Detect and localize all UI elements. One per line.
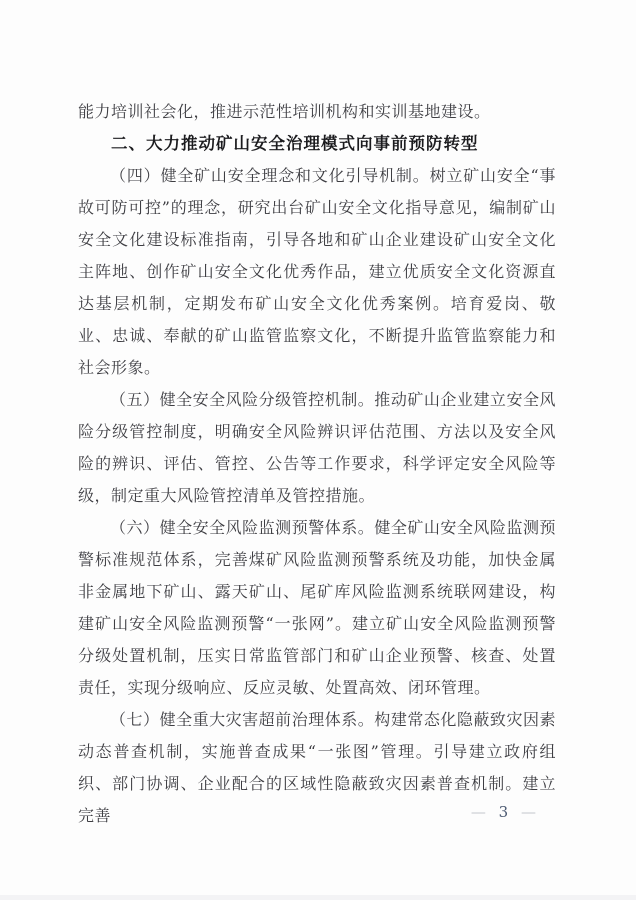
paragraph-item-7: （七）健全重大灾害超前治理体系。构建常态化隐蔽致灾因素动态普查机制，实施普查成果“一张图”管理。引导建立政府组织、部门协调、企业配合的区域性隐蔽致灾因素普查机制。建立完善	[78, 710, 556, 825]
page-number-dash-right: —	[521, 803, 536, 821]
page-number-dash-left: —	[470, 803, 486, 821]
page-number: 3	[498, 803, 509, 821]
document-body	[78, 96, 556, 832]
paragraph-continuation: 能力培训社会化，推进示范性培训机构和实训基地建设。	[78, 102, 491, 121]
paragraph-item-6: （六）健全安全风险监测预警体系。健全矿山安全风险监测预警标准规范体系，完善煤矿风险监测预警系统及功能，加快金属非金属地下矿山、露天矿山、尾矿库风险监测系统联网建设，构建矿山安全风险监测预警“一张网”。建立矿山安全风险监测预警分级处置机制，压实日常监管部门和矿山企业预警、核查、处置责任，实现分级响应、反应灵敏、处置高效、闭环管理。	[78, 518, 556, 697]
page-bottom-edge	[0, 895, 636, 900]
page-footer	[471, 802, 536, 822]
paragraph-item-5: （五）健全安全风险分级管控机制。推动矿山企业建立安全风险分级管控制度，明确安全风险辨识评估范围、方法以及安全风险的辨识、评估、管控、公告等工作要求，科学评定安全风险等级，制定重大风险管控清单及管控措施。	[78, 390, 556, 505]
paragraph-item-4: （四）健全矿山安全理念和文化引导机制。树立矿山安全“事故可防可控”的理念，研究出台矿山安全文化指导意见，编制矿山安全文化建设标准指南，引导各地和矿山企业建设矿山安全文化主阵地、创作矿山安全文化优秀作品，建立优质安全文化资源直达基层机制，定期发布矿山安全文化优秀案例。培育爱岗、敬业、忠诚、奉献的矿山监管监察文化，不断提升监管监察能力和社会形象。	[78, 166, 556, 377]
section-heading: 二、大力推动矿山安全治理模式向事前预防转型	[111, 134, 479, 153]
